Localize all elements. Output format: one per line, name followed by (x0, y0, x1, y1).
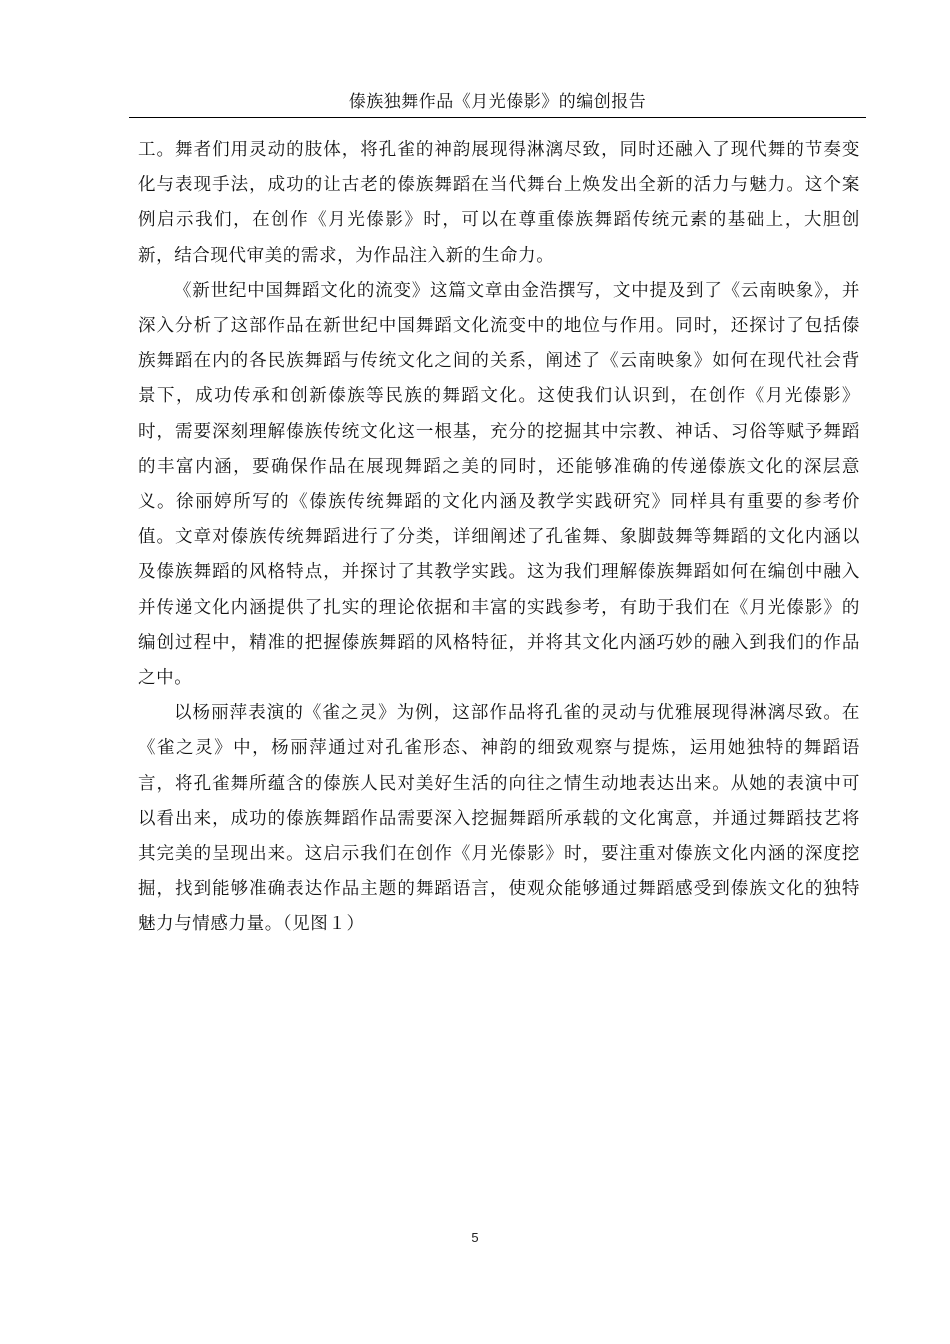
page-number: 5 (471, 1230, 479, 1245)
paragraph-1: 工。舞者们用灵动的肢体，将孔雀的神韵展现得淋漓尽致，同时还融入了现代舞的节奏变化与表现手法，成功的让古老的傣族舞蹈在当代舞台上焕发出全新的活力与魅力。这个案例启示我们，在创作《月光傣影》时，可以在尊重傣族舞蹈传统元素的基础上，大胆创新，结合现代审美的需求，为作品注入新的生命力。 (138, 140, 860, 266)
paragraph-2: 《新世纪中国舞蹈文化的流变》这篇文章由金浩撰写，文中提及到了《云南映象》，并深入分析了这部作品在新世纪中国舞蹈文化流变中的地位与作用。同时，还探讨了包括傣族舞蹈在内的各民族舞蹈与传统文化之间的关系，阐述了《云南映象》如何在现代社会背景下，成功传承和创新傣族等民族的舞蹈文化。这使我们认识到，在创作《月光傣影》时，需要深刻理解傣族传统文化这一根基，充分的挖掘其中宗教、神话、习俗等赋予舞蹈的丰富内涵，要确保作品在展现舞蹈之美的同时，还能够准确的传递傣族文化的深层意义。徐丽婷所写的《傣族传统舞蹈的文化内涵及教学实践研究》同样具有重要的参考价值。文章对傣族传统舞蹈进行了分类，详细阐述了孔雀舞、象脚鼓舞等舞蹈的文化内涵以及傣族舞蹈的风格特点，并探讨了其教学实践。这为我们理解傣族舞蹈如何在编创中融入并传递文化内涵提供了扎实的理论依据和丰富的实践参考，有助于我们在《月光傣影》的编创过程中，精准的把握傣族舞蹈的风格特征，并将其文化内涵巧妙的融入到我们的作品之中。 (138, 280, 860, 689)
running-header: 傣族独舞作品《月光傣影》的编创报告 (129, 88, 866, 118)
paragraph-3: 以杨丽萍表演的《雀之灵》为例，这部作品将孔雀的灵动与优雅展现得淋漓尽致。在《雀之灵》中，杨丽萍通过对孔雀形态、神韵的细致观察与提炼，运用她独特的舞蹈语言，将孔雀舞所蕴含的傣族人民对美好生活的向往之情生动地表达出来。从她的表演中可以看出来，成功的傣族舞蹈作品需要深入挖掘舞蹈所承载的文化寓意，并通过舞蹈技艺将其完美的呈现出来。这启示我们在创作《月光傣影》时，要注重对傣族文化内涵的深度挖掘，找到能够准确表达作品主题的舞蹈语言，使观众能够通过舞蹈感受到傣族文化的独特魅力与情感力量。（见图１） (138, 703, 860, 935)
body-text (138, 133, 860, 943)
